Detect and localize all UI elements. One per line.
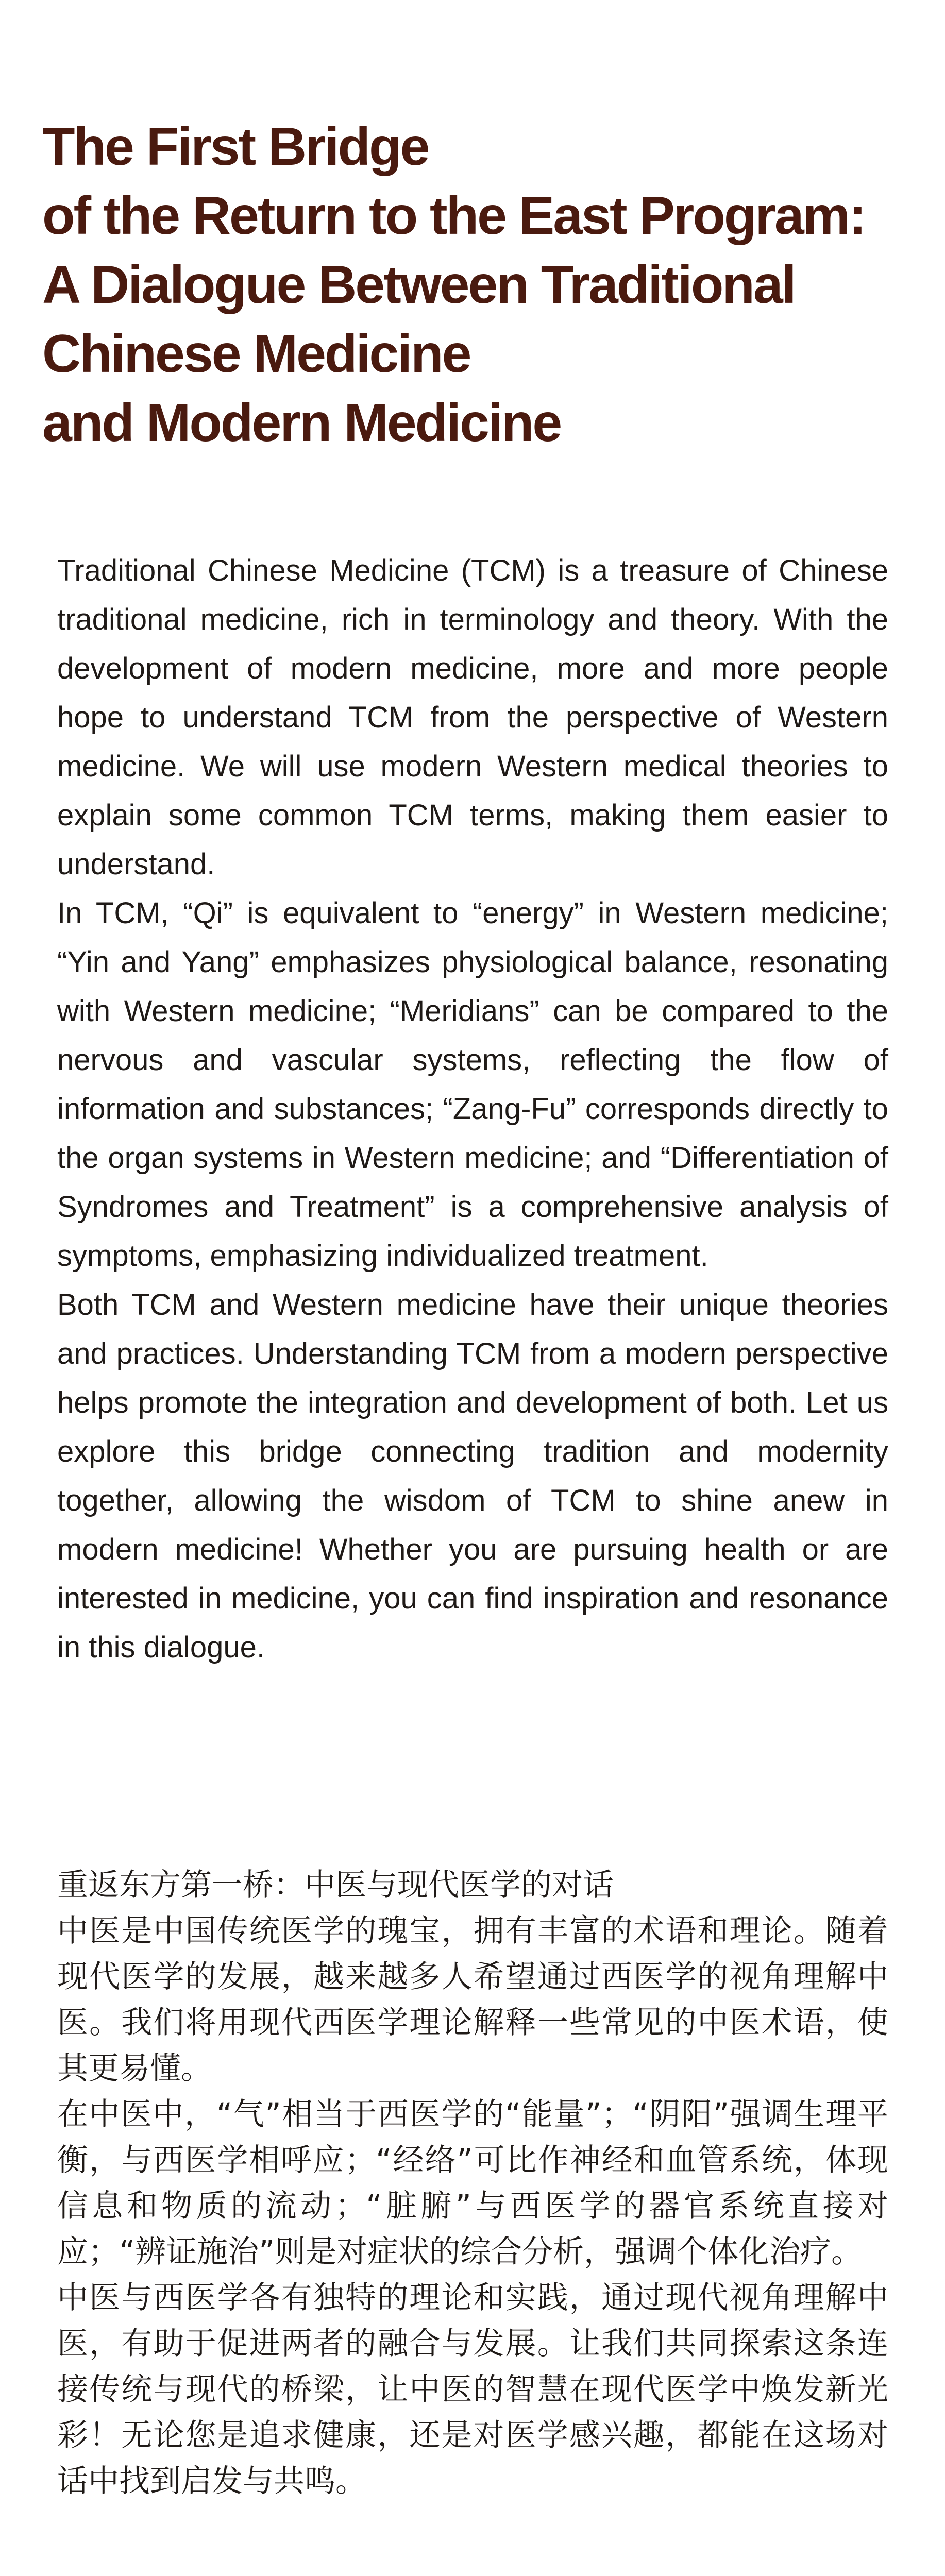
chinese-body	[57, 1862, 888, 2504]
chinese-paragraph-3: 中医与西医学各有独特的理论和实践，通过现代视角理解中医，有助于促进两者的融合与发展。让我们共同探索这条连接传统与现代的桥梁，让中医的智慧在现代医学中焕发新光彩！无论您是追求健康，还是对医学感兴趣，都能在这场对话中找到启发与共鸣。	[57, 2280, 888, 2499]
page-title	[42, 112, 918, 457]
english-paragraph-3: Both TCM and Western medicine have their unique theories and practices. Understanding TCM from a modern perspective helps promote the integration and development of both. Let us explore this bridge connecting tradition and modernity together, allowing the wisdom of TCM to shine anew in modern medicine! Whether you are pursuing health or are interested in medicine, you can find inspiration and resonance in this dialogue.	[57, 1288, 888, 1664]
english-paragraph-1: Traditional Chinese Medicine (TCM) is a treasure of Chinese traditional medicine, rich in terminology and theory. With the development of modern medicine, more and more people hope to understand TCM from the perspective of Western medicine. We will use modern Western medical theories to explain some common TCM terms, making them easier to understand.	[57, 554, 888, 881]
title-line-1: The First Bridge	[42, 117, 429, 177]
english-paragraph-2: In TCM, “Qi” is equivalent to “energy” in Western medicine; “Yin and Yang” emphasizes physiological balance, resonating with Western medicine; “Meridians” can be compared to the nervous and vascular systems, reflecting the flow of information and substances; “Zang-Fu” corresponds directly to the organ systems in Western medicine; and “Differentiation of Syndromes and Treatment” is a comprehensive analysis of symptoms, emphasizing individualized treatment.	[57, 896, 888, 1273]
title-line-3: A Dialogue Between Traditional	[42, 255, 795, 315]
title-line-2: of the Return to the East Program:	[42, 186, 865, 246]
title-line-4: Chinese Medicine	[42, 324, 470, 384]
english-body	[57, 546, 888, 1672]
chinese-paragraph-1: 中医是中国传统医学的瑰宝，拥有丰富的术语和理论。随着现代医学的发展，越来越多人希望通过西医学的视角理解中医。我们将用现代西医学理论解释一些常见的中医术语，使其更易懂。	[57, 1913, 888, 2087]
chinese-paragraph-2: 在中医中，“气”相当于西医学的“能量”；“阴阳”强调生理平衡，与西医学相呼应；“经络”可比作神经和血管系统，体现信息和物质的流动；“脏腑”与西医学的器官系统直接对应；“辨证施治”则是对症状的综合分析，强调个体化治疗。	[57, 2096, 888, 2270]
title-line-5: and Modern Medicine	[42, 393, 561, 453]
chinese-heading: 重返东方第一桥：中医与现代医学的对话	[57, 1867, 614, 1903]
